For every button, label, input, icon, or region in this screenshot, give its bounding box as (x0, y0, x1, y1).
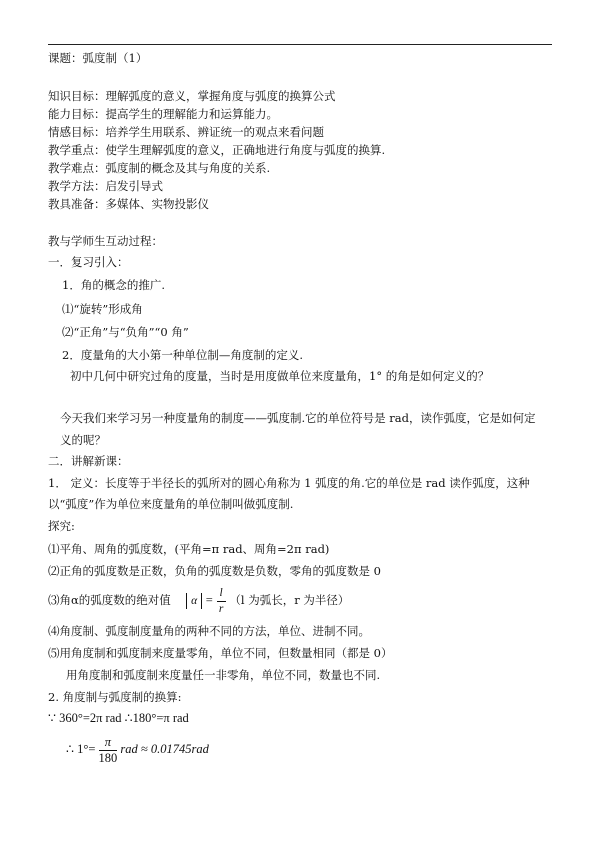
conversion-line-2-suffix: rad ≈ 0.01745rad (120, 742, 209, 756)
teaching-tools: 教具准备：多媒体、实物投影仪 (48, 197, 209, 211)
objective-knowledge: 知识目标：理解弧度的意义，掌握角度与弧度的换算公式 (48, 89, 336, 103)
explore-item-3-prefix: ⑶角α的弧度数的绝对值 (48, 593, 171, 607)
intro-line-1: 今天我们来学习另一种度量角的制度——弧度制.它的单位符号是 rad，读作弧度，它是如何定 (60, 411, 536, 425)
objective-ability: 能力目标：提高学生的理解能力和运算能力。 (48, 107, 278, 121)
explore-item-3-suffix: （l 为弧长，r 为半径） (229, 593, 350, 607)
conversion-line-2 (66, 733, 209, 766)
teaching-focus: 教学重点：使学生理解弧度的意义，正确地进行角度与弧度的换算. (48, 143, 386, 157)
definition-line-1: 1． 定义：长度等于半径长的弧所对的圆心角称为 1 弧度的角.它的单位是 rad 读作弧度，这种 (48, 476, 530, 490)
conversion-line-1: ∵ 360°=2π rad ∴180°=π rad (48, 711, 189, 725)
review-item-1: 1．角的概念的推广. (62, 278, 165, 292)
alpha-absolute-value: α (186, 593, 202, 609)
teaching-method: 教学方法：启发引导式 (48, 179, 163, 193)
explore-item-4: ⑷角度制、弧度制度量角的两种不同的方法，单位、进制不同。 (48, 624, 370, 638)
explore-item-5-cont: 用角度制和弧度制来度量任一非零角，单位不同，数量也不同. (66, 668, 381, 682)
fraction-denominator-r: r (218, 602, 224, 615)
explore-item-5: ⑸用角度制和弧度制来度量零角，单位不同，但数量相同（都是 0） (48, 646, 393, 660)
review-item-2-text: 初中几何中研究过角的度量，当时是用度做单位来度量角，1° 的角是如何定义的？ (70, 369, 490, 383)
header-rule (48, 44, 552, 45)
review-item-1-sub-1: ⑴“旋转”形成角 (62, 302, 143, 316)
teaching-difficulty: 教学难点：弧度制的概念及其与角度的关系. (48, 161, 271, 175)
definition-line-2: 以“弧度”作为单位来度量角的单位制叫做弧度制. (48, 497, 294, 511)
explore-heading: 探究: (48, 519, 75, 533)
lecture-heading: 二．讲解新课： (48, 454, 129, 468)
review-heading: 一．复习引入： (48, 255, 129, 269)
pi-over-180-fraction (99, 735, 118, 766)
explore-item-2: ⑵正角的弧度数是正数，负角的弧度数是负数，零角的弧度数是 0 (48, 564, 381, 578)
conversion-line-2-prefix: ∴ 1°= (66, 742, 96, 756)
conversion-heading: 2. 角度制与弧度制的换算: (48, 690, 182, 704)
explore-item-1: ⑴平角、周角的弧度数，(平角=π rad、周角=2π rad) (48, 542, 330, 556)
lesson-title: 课题：弧度制（1） (48, 51, 148, 65)
review-item-2: 2．度量角的大小第一种单位制—角度制的定义. (62, 348, 303, 362)
intro-line-2: 义的呢？ (60, 433, 106, 447)
process-title: 教与学师生互动过程： (48, 234, 163, 248)
fraction-numerator-l: l (217, 586, 226, 602)
fraction-denominator-180: 180 (98, 750, 118, 765)
review-item-1-sub-2: ⑵“正角”与“负角”“0 角” (62, 325, 189, 339)
equals-sign: = (205, 593, 213, 607)
arc-over-radius-fraction (217, 586, 226, 617)
fraction-numerator-pi: π (99, 735, 118, 751)
explore-item-3 (48, 585, 349, 617)
objective-emotion: 情感目标：培养学生用联系、辨证统一的观点来看问题 (48, 125, 324, 139)
